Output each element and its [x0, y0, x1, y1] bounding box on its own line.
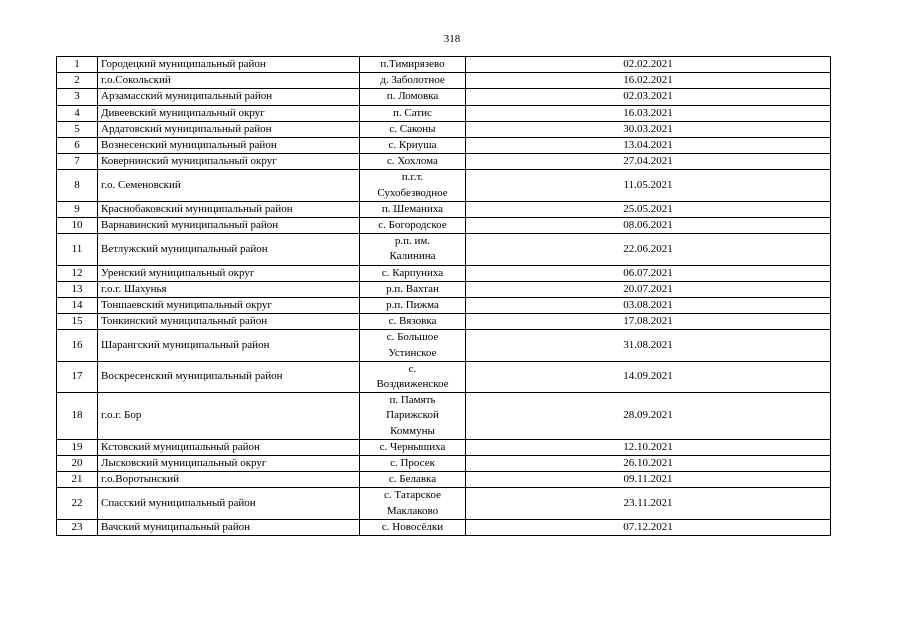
district-name: г.о.г. Бор — [98, 393, 360, 440]
district-name: Варнавинский муниципальный район — [98, 218, 360, 234]
table-row — [57, 89, 831, 105]
district-name: г.о. Семеновский — [98, 170, 360, 201]
settlement-name-line: п.г.т. — [401, 171, 424, 184]
event-date: 30.03.2021 — [466, 121, 831, 137]
event-date: 31.08.2021 — [466, 330, 831, 361]
row-number: 9 — [57, 201, 98, 217]
row-number: 11 — [57, 234, 98, 265]
settlement-name — [360, 488, 466, 519]
settlement-name — [360, 89, 466, 105]
district-name: Спасский муниципальный район — [98, 488, 360, 519]
settlement-name-line: с. Просек — [390, 457, 435, 470]
district-name: Дивеевский муниципальный округ — [98, 105, 360, 121]
table-row — [57, 393, 831, 440]
table-row — [57, 519, 831, 535]
schedule-table-body — [57, 57, 831, 536]
row-number: 18 — [57, 393, 98, 440]
settlement-name-line: с. Саконы — [389, 122, 436, 135]
settlement-name — [360, 361, 466, 392]
event-date: 25.05.2021 — [466, 201, 831, 217]
row-number: 6 — [57, 138, 98, 154]
settlement-name-line: р.п. Вахтан — [386, 282, 439, 295]
settlement-name-line: п. Шеманиха — [381, 202, 444, 215]
event-date: 16.02.2021 — [466, 73, 831, 89]
settlement-name — [360, 218, 466, 234]
settlement-name-line: с. Карпуниха — [381, 266, 444, 279]
event-date: 11.05.2021 — [466, 170, 831, 201]
row-number: 5 — [57, 121, 98, 137]
row-number: 19 — [57, 439, 98, 455]
settlement-name-line: Сухобезводное — [377, 186, 448, 199]
settlement-name-line: с. Большое — [386, 331, 439, 344]
settlement-name-line: с. Татарское — [384, 489, 441, 502]
district-name: Воскресенский муниципальный район — [98, 361, 360, 392]
row-number: 8 — [57, 170, 98, 201]
settlement-name — [360, 105, 466, 121]
settlement-name-line: Маклаково — [386, 504, 439, 517]
event-date: 20.07.2021 — [466, 281, 831, 297]
district-name: г.о.Сокольский — [98, 73, 360, 89]
table-row — [57, 105, 831, 121]
settlement-name-line: п. Сатис — [393, 106, 432, 119]
event-date: 22.06.2021 — [466, 234, 831, 265]
event-date: 17.08.2021 — [466, 314, 831, 330]
event-date: 13.04.2021 — [466, 138, 831, 154]
settlement-name — [360, 138, 466, 154]
row-number: 23 — [57, 519, 98, 535]
district-name: Вознесенский муниципальный район — [98, 138, 360, 154]
row-number: 3 — [57, 89, 98, 105]
settlement-name — [360, 519, 466, 535]
settlement-name-line: с. — [408, 362, 417, 375]
settlement-name-line: р.п. Пижма — [386, 299, 439, 312]
event-date: 09.11.2021 — [466, 472, 831, 488]
table-row — [57, 298, 831, 314]
row-number: 16 — [57, 330, 98, 361]
event-date: 26.10.2021 — [466, 456, 831, 472]
district-name: Ковернинский муниципальный округ — [98, 154, 360, 170]
table-row — [57, 361, 831, 392]
table-row — [57, 472, 831, 488]
event-date: 08.06.2021 — [466, 218, 831, 234]
table-row — [57, 201, 831, 217]
row-number: 15 — [57, 314, 98, 330]
district-name: Городецкий муниципальный район — [98, 57, 360, 73]
district-name: Вачский муниципальный район — [98, 519, 360, 535]
settlement-name-line: р.п. им. — [394, 235, 431, 248]
settlement-name-line: с. Вязовка — [388, 315, 437, 328]
settlement-name — [360, 439, 466, 455]
settlement-name — [360, 298, 466, 314]
settlement-name-line: с. Хохлома — [387, 155, 438, 168]
row-number: 17 — [57, 361, 98, 392]
district-name: Арзамасский муниципальный район — [98, 89, 360, 105]
page-number: 318 — [443, 33, 461, 45]
settlement-name-line: с. Новосёлки — [381, 520, 444, 533]
district-name: Краснобаковский муниципальный район — [98, 201, 360, 217]
event-date: 28.09.2021 — [466, 393, 831, 440]
row-number: 13 — [57, 281, 98, 297]
table-row — [57, 138, 831, 154]
table-row — [57, 170, 831, 201]
event-date: 23.11.2021 — [466, 488, 831, 519]
settlement-name-line: с. Белавка — [388, 473, 437, 486]
settlement-name-line: п. Ломовка — [386, 90, 439, 103]
district-name: Ардатовский муниципальный район — [98, 121, 360, 137]
event-date: 16.03.2021 — [466, 105, 831, 121]
settlement-name — [360, 314, 466, 330]
table-row — [57, 330, 831, 361]
district-name: Лысковский муниципальный округ — [98, 456, 360, 472]
settlement-name-line: с. Чернышиха — [379, 440, 446, 453]
settlement-name — [360, 330, 466, 361]
event-date: 14.09.2021 — [466, 361, 831, 392]
table-row — [57, 234, 831, 265]
district-name: Тонкинский муниципальный район — [98, 314, 360, 330]
settlement-name-line: п. Память — [389, 394, 436, 407]
settlement-name — [360, 57, 466, 73]
event-date: 07.12.2021 — [466, 519, 831, 535]
settlement-name-line: Парижской — [386, 409, 439, 422]
district-name: Уренский муниципальный округ — [98, 265, 360, 281]
settlement-name — [360, 265, 466, 281]
settlement-name-line: д. Заболотное — [380, 74, 445, 87]
table-row — [57, 456, 831, 472]
row-number: 2 — [57, 73, 98, 89]
row-number: 22 — [57, 488, 98, 519]
settlement-name-line: Коммуны — [390, 424, 435, 437]
district-name: Кстовский муниципальный район — [98, 439, 360, 455]
row-number: 14 — [57, 298, 98, 314]
district-name: Шарангский муниципальный район — [98, 330, 360, 361]
settlement-name-line: с. Криуша — [388, 139, 437, 152]
settlement-name-line: с. Богородское — [378, 219, 447, 232]
settlement-name — [360, 472, 466, 488]
row-number: 7 — [57, 154, 98, 170]
row-number: 21 — [57, 472, 98, 488]
settlement-name-line: п.Тимирязево — [380, 58, 445, 70]
table-row — [57, 121, 831, 137]
table-row — [57, 281, 831, 297]
table-row — [57, 218, 831, 234]
event-date: 03.08.2021 — [466, 298, 831, 314]
table-row — [57, 57, 831, 73]
table-row — [57, 439, 831, 455]
settlement-name — [360, 170, 466, 201]
table-row — [57, 488, 831, 519]
schedule-table — [56, 56, 831, 536]
settlement-name — [360, 201, 466, 217]
table-row — [57, 265, 831, 281]
row-number: 4 — [57, 105, 98, 121]
settlement-name — [360, 234, 466, 265]
settlement-name — [360, 154, 466, 170]
table-row — [57, 73, 831, 89]
table-row — [57, 314, 831, 330]
settlement-name — [360, 393, 466, 440]
district-name: г.о.г. Шахунья — [98, 281, 360, 297]
row-number: 10 — [57, 218, 98, 234]
settlement-name — [360, 73, 466, 89]
settlement-name-line: Воздвиженское — [376, 378, 449, 391]
district-name: Ветлужский муниципальный район — [98, 234, 360, 265]
settlement-name-line: Устинское — [388, 346, 437, 359]
event-date: 27.04.2021 — [466, 154, 831, 170]
settlement-name — [360, 281, 466, 297]
settlement-name-line: Калинина — [389, 250, 436, 263]
row-number: 20 — [57, 456, 98, 472]
district-name: Тоншаевский муниципальный округ — [98, 298, 360, 314]
event-date: 12.10.2021 — [466, 439, 831, 455]
table-row — [57, 154, 831, 170]
event-date: 06.07.2021 — [466, 265, 831, 281]
event-date: 02.02.2021 — [466, 57, 831, 73]
settlement-name — [360, 121, 466, 137]
row-number: 1 — [57, 57, 98, 73]
row-number: 12 — [57, 265, 98, 281]
event-date: 02.03.2021 — [466, 89, 831, 105]
settlement-name — [360, 456, 466, 472]
district-name: г.о.Воротынский — [98, 472, 360, 488]
